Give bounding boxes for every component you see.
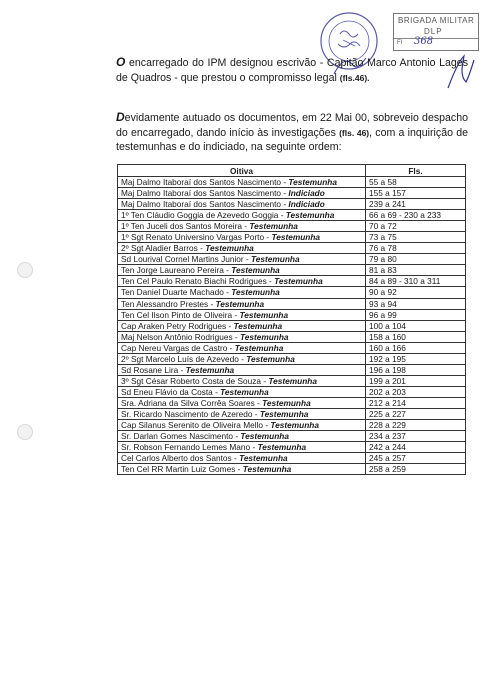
oitiva-cell xyxy=(118,287,366,298)
oitiva-cell xyxy=(118,397,366,408)
paragraph-designation xyxy=(116,55,468,85)
witness-name: Maj Dalmo Itaboraí dos Santos Nascimento - xyxy=(121,199,289,210)
fls-cell: 192 a 195 xyxy=(366,353,466,364)
oitiva-cell xyxy=(118,243,366,254)
witness-role: Testemunha xyxy=(262,397,311,408)
fls-cell: 199 a 201 xyxy=(366,375,466,386)
witness-role: Testemunha xyxy=(257,442,307,453)
witness-name: Ten Cel Paulo Renato Biachi Rodrigues - xyxy=(121,276,275,287)
witness-role: Testemunha xyxy=(249,221,298,232)
fls-cell: 155 a 157 xyxy=(366,188,466,199)
witness-role: Indiciado xyxy=(288,199,325,210)
oitiva-cell xyxy=(118,464,366,475)
oitiva-cell xyxy=(118,442,366,453)
oitiva-cell xyxy=(118,386,366,397)
witness-role: Testemunha xyxy=(239,331,289,342)
oitiva-cell xyxy=(118,254,366,265)
oitiva-cell xyxy=(118,221,366,232)
witness-role: Testemunha xyxy=(285,210,335,221)
witness-name: Maj Nelson Antônio Rodrigues - xyxy=(121,331,240,342)
witness-name: 3º Sgt César Roberto Costa de Souza - xyxy=(121,375,269,386)
witness-name: Cap Araken Petry Rodrigues - xyxy=(121,320,234,331)
table-row xyxy=(118,265,466,276)
witness-role: Testemunha xyxy=(274,276,323,287)
oitiva-cell xyxy=(118,375,366,386)
table-row xyxy=(118,375,466,386)
witness-name: Sr. Ricardo Nascimento de Azeredo - xyxy=(121,409,260,419)
witness-name: Sd Lourival Cornel Martins Junior - xyxy=(121,254,252,265)
oitiva-cell xyxy=(118,188,366,199)
witness-name: Maj Dalmo Itaboraí dos Santos Nascimento - xyxy=(121,188,289,199)
oitiva-cell xyxy=(118,309,366,320)
witness-name: 2º Sgt Aladier Barros - xyxy=(121,243,206,254)
witness-role: Testemunha xyxy=(268,375,317,386)
table-row xyxy=(118,420,466,431)
oitiva-cell xyxy=(118,420,366,431)
table-row xyxy=(118,364,466,375)
oitiva-cell xyxy=(118,232,366,243)
punch-hole xyxy=(17,262,33,278)
table-row xyxy=(118,397,466,408)
witness-name: 1º Sgt Renato Universino Vargas Porto - xyxy=(121,232,272,243)
witness-name: Sr. Robson Fernando Lemes Mano - xyxy=(121,442,258,453)
fls-cell: 70 a 72 xyxy=(366,221,466,232)
paragraph-text: evidamente autuado os documentos, em 22 Mai 00, sobreveio despacho do encarregado, dando início às investigações xyxy=(116,112,468,139)
fls-cell: 202 a 203 xyxy=(366,386,466,397)
table-row xyxy=(118,232,466,243)
hearings-table xyxy=(117,164,466,475)
fls-cell: 212 a 214 xyxy=(366,397,466,408)
fls-cell: 73 a 75 xyxy=(366,232,466,243)
oitiva-cell xyxy=(118,210,366,221)
witness-role: Testemunha xyxy=(220,386,269,397)
oitiva-cell xyxy=(118,199,366,210)
witness-role: Testemunha xyxy=(288,177,337,188)
table-row xyxy=(118,464,466,475)
witness-name: Sd Eneu Flávio da Costa - xyxy=(121,386,221,397)
table-row xyxy=(118,254,466,265)
witness-role: Testemunha xyxy=(215,298,265,309)
witness-role: Testemunha xyxy=(205,243,254,254)
page-reference: (fls.46). xyxy=(339,72,370,83)
fls-cell: 81 a 83 xyxy=(366,265,466,276)
fls-cell: 228 a 229 xyxy=(366,420,466,431)
oitiva-cell xyxy=(118,408,366,419)
fls-cell: 90 a 92 xyxy=(366,287,466,298)
table-row xyxy=(118,353,466,364)
fls-cell: 55 a 58 xyxy=(366,177,466,188)
punch-hole xyxy=(17,424,33,440)
witness-role: Testemunha xyxy=(259,409,309,419)
oitiva-cell xyxy=(118,331,366,342)
witness-role: Testemunha xyxy=(251,254,300,265)
fls-cell: 158 a 160 xyxy=(366,331,466,342)
witness-role: Testemunha xyxy=(239,309,289,320)
fls-cell: 160 a 166 xyxy=(366,342,466,353)
stamp-title: BRIGADA MILITAR xyxy=(398,16,475,25)
fls-cell: 76 a 78 xyxy=(366,243,466,254)
table-row xyxy=(118,342,466,353)
witness-name: 1º Ten Juceli dos Santos Moreira - xyxy=(121,221,250,232)
fls-cell: 245 a 257 xyxy=(366,453,466,464)
fls-cell: 96 a 99 xyxy=(366,309,466,320)
oitiva-cell xyxy=(118,431,366,442)
table-row xyxy=(118,177,466,188)
table-row xyxy=(118,243,466,254)
stamp-page-number: 368 xyxy=(414,36,434,47)
table-row xyxy=(118,320,466,331)
witness-name: Sr. Darlan Gomes Nascimento - xyxy=(121,431,241,442)
oitiva-cell xyxy=(118,177,366,188)
witness-name: Ten Jorge Laureano Pereira - xyxy=(121,265,232,276)
fls-cell: 239 a 241 xyxy=(366,199,466,210)
witness-role: Testemunha xyxy=(185,364,235,375)
paragraph-text: , com a inquirição de testemunhas e do indiciado, na seguinte ordem: xyxy=(116,126,468,153)
fls-cell: 242 a 244 xyxy=(366,442,466,453)
paragraph-text: encarregado do IPM designou escrivão - Capitão Marco Antonio Lages de Quadros - que prestou o compromisso legal xyxy=(116,57,468,84)
witness-role: Testemunha xyxy=(270,420,319,431)
table-row xyxy=(118,221,466,232)
fls-cell: 79 a 80 xyxy=(366,254,466,265)
stamp-fl-label: Fl xyxy=(397,40,402,46)
page-reference: (fls. 46) xyxy=(339,127,370,138)
fls-cell: 234 a 237 xyxy=(366,431,466,442)
witness-role: Testemunha xyxy=(240,431,289,442)
oitiva-cell xyxy=(118,298,366,309)
paragraph-initial: O xyxy=(116,55,126,69)
paragraph-investigation xyxy=(116,110,468,155)
witness-name: Sra. Adriana da Silva Corrêa Soares - xyxy=(121,397,263,408)
oitiva-cell xyxy=(118,265,366,276)
table-row xyxy=(118,442,466,453)
column-header-oitiva: Oitiva xyxy=(118,165,366,177)
witness-name: Ten Alessandro Prestes - xyxy=(121,298,216,309)
witness-name: Cap Silanus Serenito de Oliveira Mello - xyxy=(121,420,271,431)
fls-cell: 258 a 259 xyxy=(366,464,466,475)
witness-name: Cap Nereu Vargas de Castro - xyxy=(121,342,235,353)
table-row xyxy=(118,298,466,309)
witness-role: Testemunha xyxy=(271,232,321,243)
witness-name: Ten Cel Ilson Pinto de Oliveira - xyxy=(121,309,240,320)
witness-role: Indiciado xyxy=(288,188,325,199)
fls-cell: 93 a 94 xyxy=(366,298,466,309)
fls-cell: 225 a 227 xyxy=(366,408,466,419)
fls-cell: 84 a 89 - 310 a 311 xyxy=(366,276,466,287)
table-row xyxy=(118,210,466,221)
oitiva-cell xyxy=(118,276,366,287)
witness-role: Testemunha xyxy=(233,320,283,331)
stamp-subtitle: DLP xyxy=(424,27,443,36)
fls-cell: 196 a 198 xyxy=(366,364,466,375)
witness-role: Testemunha xyxy=(231,265,280,276)
table-row xyxy=(118,199,466,210)
oitiva-cell xyxy=(118,453,366,464)
table-header-row xyxy=(118,165,466,177)
witness-name: Ten Cel RR Martin Luiz Gomes - xyxy=(121,464,243,475)
table-row xyxy=(118,188,466,199)
witness-name: Sd Rosane Lira - xyxy=(121,364,186,375)
oitiva-cell xyxy=(118,353,366,364)
witness-role: Testemunha xyxy=(246,353,295,364)
table-row xyxy=(118,276,466,287)
table-row xyxy=(118,431,466,442)
oitiva-cell xyxy=(118,342,366,353)
fls-cell: 100 a 104 xyxy=(366,320,466,331)
fls-cell: 66 a 69 - 230 a 233 xyxy=(366,210,466,221)
table-row xyxy=(118,453,466,464)
witness-name: Ten Daniel Duarte Machado - xyxy=(121,287,232,298)
witness-name: 1º Ten Cláudio Goggia de Azevedo Goggia - xyxy=(121,210,286,221)
table-row xyxy=(118,287,466,298)
table-row xyxy=(118,408,466,419)
witness-name: Cel Carlos Alberto dos Santos - xyxy=(121,453,240,464)
table-row xyxy=(118,309,466,320)
brigada-militar-stamp xyxy=(393,13,479,51)
table-row xyxy=(118,331,466,342)
oitiva-cell xyxy=(118,364,366,375)
witness-role: Testemunha xyxy=(239,453,288,464)
table-row xyxy=(118,386,466,397)
stamp-divider xyxy=(394,38,478,39)
witness-role: Testemunha xyxy=(231,287,280,298)
oitiva-cell xyxy=(118,320,366,331)
witness-role: Testemunha xyxy=(234,342,284,353)
column-header-fls: Fls. xyxy=(366,165,466,177)
witness-name: 2º Sgt Marcelo Luís de Azevedo - xyxy=(121,353,247,364)
paragraph-initial: D xyxy=(116,110,125,124)
witness-name: Maj Dalmo Itaboraí dos Santos Nascimento - xyxy=(121,177,289,188)
witness-role: Testemunha xyxy=(242,464,292,475)
